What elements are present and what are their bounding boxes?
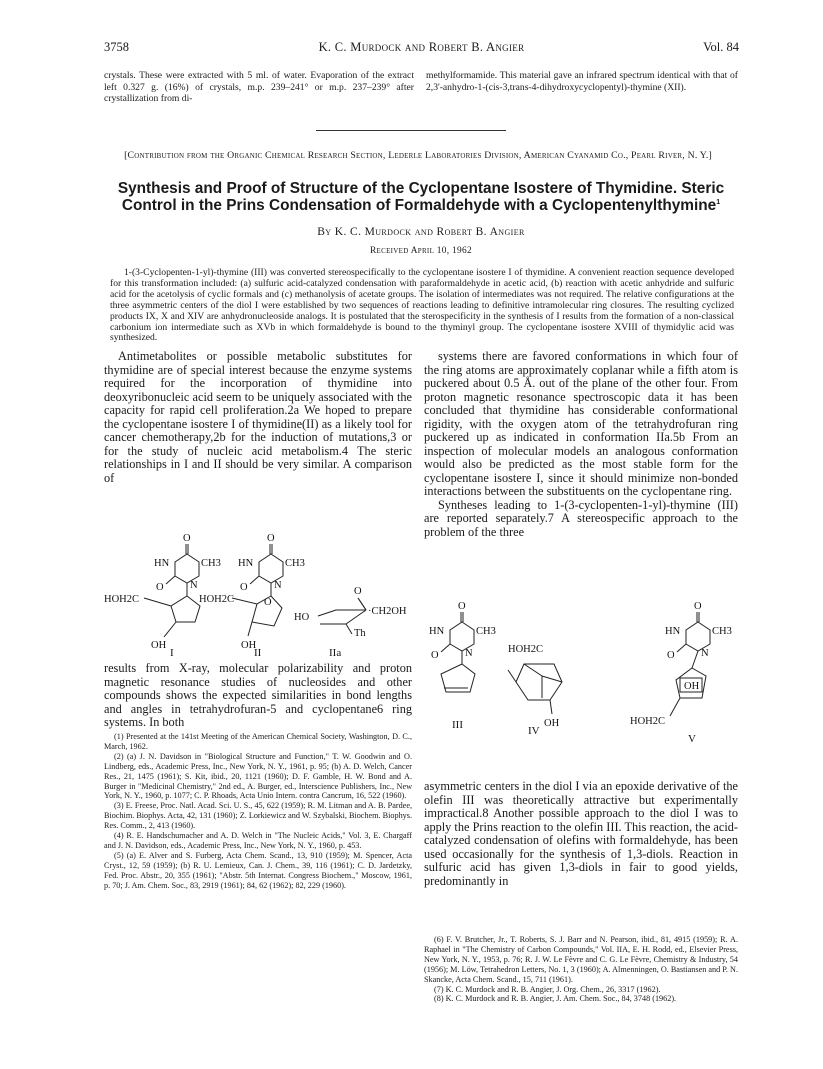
running-header (104, 40, 739, 60)
atom-n-iii: N (465, 648, 473, 659)
atom-o-iii: O (458, 601, 466, 612)
byline: By K. C. Murdock and Robert B. Angier (317, 226, 525, 238)
atom-oh-i: OH (151, 640, 167, 651)
footnote: (4) R. E. Handschumacher and A. D. Welch in "The Nucleic Acids," Vol. 3, E. Chargaff and J. N. Davidson, eds., Academic Press, Inc., New York, N. Y., 1960, p. 453. (104, 831, 412, 850)
atom-o-i: O (183, 533, 191, 544)
compound-label-iii: III (452, 719, 463, 731)
footnote: (1) Presented at the 141st Meeting of the American Chemical Society, Washington, D. C., March, 1962. (104, 732, 412, 751)
atom-hoh2c-ii: HOH2C (199, 594, 235, 605)
right-column-paragraph: systems there are favored conformations in which four of the ring atoms are approximately coplanar while a fifth atom is puckered about 0.5 Å. out of the plane of the other four. From proton magnetic resonance spectroscopic data it has been concluded that thymidine has considerable conformational rigidity, with the oxygen atom of the tetrahydrofuran ring puckered up as indicated in conformation IIa.5b From an inspection of molecular models an analogous conformation would also be predicted as the most stable form for the cyclopentane isostere I, since it should minimize non-bonded interactions between the substituents on the cyclopentane ring. (424, 349, 738, 498)
atom-hn-ii: HN (238, 558, 254, 569)
atom-o-ii: O (267, 533, 275, 544)
atom-ch3-i: CH3 (201, 558, 221, 569)
article-title-text: Synthesis and Proof of Structure of the Cyclopentane Isostere of Thymidine. Steric Control in the Prins Condensation of Formaldehyde with a Cyclopentenylthymine (117, 180, 725, 214)
left-column-intro: Antimetabolites or possible metabolic substitutes for thymidine are of special interest because the enzyme systems required for the incorporation of thymidine into deoxyribonucleic acid seem to be uniquely associated with the capacity for rapid cell proliferation.2a We hoped to prepare the cyclopentane isostere I of thymidine(II) as a likely tool for cancer chemotherapy,2b for the induction of mutations,3 or for the study of nucleic acid metabolism.4 The steric relationships in I and II should be very similar. A comparison of (104, 349, 412, 485)
atom-hn-i: HN (154, 558, 170, 569)
footnote: (5) (a) E. Alver and S. Furberg, Acta Chem. Scand., 13, 910 (1959); M. Spencer, Acta Cryst., 12, 59 (1959); (b) R. U. Lemieux, Can. J. Chem., 39, 116 (1961); C. D. Jardetzky, Fed. Proc. Abstr., 20, 355 (1961); "Abstr. 5th Internat. Congress Biochem.," Moscow, 1961, p. 70; J. Am. Chem. Soc., 83, 2919 (1961); 84, 62 (1962); 82, 229 (1960). (104, 850, 412, 890)
atom-hn-v: HN (665, 626, 681, 637)
contribution-line: [Contribution from the Organic Chemical Research Section, Lederle Laboratories Division, American Cyanamid Co., Pearl River, N. Y.] (124, 150, 712, 161)
atom-ho-iia: HO (294, 612, 310, 623)
atom-n-i: N (190, 580, 198, 591)
atom-ch3-v: CH3 (712, 626, 732, 637)
compound-label-v: V (688, 733, 696, 745)
carryover-text-right: methylformamide. This material gave an infrared spectrum identical with that of 2,3'-anhydro-1-(cis-3,trans-4-dihydroxycyclopentyl)-thymine (XII). (426, 70, 738, 93)
footnotes-left (104, 732, 412, 891)
atom-hn-iii: HN (429, 626, 445, 637)
structure-drawing-i-ii-iia (104, 532, 412, 658)
atom-o2-i: O (156, 582, 164, 593)
atom-oh-v: OH (684, 681, 700, 692)
volume-number: Vol. 84 (703, 40, 739, 54)
footnotes-right (424, 935, 738, 1004)
atom-oh-iv: OH (544, 718, 560, 729)
structure-drawing-iii-iv-v (424, 600, 738, 770)
atom-n-ii: N (274, 580, 282, 591)
atom-ring-o-ii: O (264, 597, 272, 608)
section-divider (316, 130, 506, 131)
structure-diagram-right (424, 600, 738, 770)
atom-hoh2c-v: HOH2C (630, 716, 666, 727)
running-header-authors: K. C. Murdock and Robert B. Angier (318, 40, 525, 54)
atom-o2-ii: O (240, 582, 248, 593)
footnote: (3) E. Freese, Proc. Natl. Acad. Sci. U. S., 45, 622 (1959); R. M. Litman and A. B. Pardee, Biochim. Biophys. Acta, 42, 131 (1960); Z. Lorkiewicz and W. Szybalski, Biochem. Biophys. Res. Comm., 2, 413 (1960). (104, 801, 412, 831)
atom-ch2oh-iia: ·CH2OH (368, 606, 407, 617)
article-title (106, 180, 736, 214)
abstract: 1-(3-Cyclopenten-1-yl)-thymine (III) was converted stereospecifically to the cyclopentane isostere I of thymidine. A convenient reaction sequence developed for this transformation included: (a) sulfuric acid-catalyzed condensation with paraformaldehyde in acetic acid, (b) reaction with acetic anhydride and sulfuric acid for the acetolysis of cyclic formals and (c) methanolysis of acetate groups. The isolation of intermediates was not required. The relative configurations at the three asymmetric centers of the diol I were established by two sequences of reactions leading to definitive intramolecular ring closures. The resulting cyclized products IX, X and XIV are anhydronucleoside analogs. It is postulated that the sterospecificity in the synthesis of I results from the formation of a non-classical carbonium ion intermediate such as XVb in which formaldehyde is bound to the thyminyl group. The cyclopentane isostere XVIII of thymidylic acid was synthesized. (110, 267, 734, 344)
compound-label-ii: II (254, 647, 262, 659)
atom-o2-iii: O (431, 650, 439, 661)
atom-oh-ii: OH (241, 640, 257, 651)
atom-hoh2c-iv: HOH2C (508, 644, 544, 655)
compound-label-i: I (170, 647, 174, 659)
structure-diagram-left (104, 532, 412, 658)
footnote: (6) F. V. Brutcher, Jr., T. Roberts, S. J. Barr and N. Pearson, ibid., 81, 4915 (1959); R. A. Raphael in "The Chemistry of Carbon Compounds," Vol. IIA, E. H. Rodd, ed., Elsevier Press, New York, N. Y., 1953, p. 76; R. J. W. Le Fèvre and C. G. Le Fèvre, Chemistry & Industry, 54 (1956); M. Löw, Tetrahedron Letters, No. 1, 3 (1960); A. Almenningen, O. Bastiansen and P. N. Skancke, Acta Chem. Scand., 15, 711 (1961). (424, 935, 738, 984)
atom-hoh2c-i: HOH2C (104, 594, 140, 605)
compound-label-iia: IIa (329, 647, 342, 659)
right-column-intro (424, 350, 738, 539)
atom-o-iia: O (354, 586, 362, 597)
atom-n-v: N (701, 648, 709, 659)
title-footnote-marker: 1 (716, 198, 721, 206)
left-column-continuation: results from X-ray, molecular polarizability and proton magnetic resonance studies of nucleosides and other compounds shows the expected similarities in bond lengths and angles in tetrahydrofuran-5 and cyclopentane6 ring systems. In both (104, 661, 412, 729)
footnote: (8) K. C. Murdock and R. B. Angier, J. Am. Chem. Soc., 84, 3748 (1962). (434, 994, 677, 1004)
atom-ch3-iii: CH3 (476, 626, 496, 637)
page-number: 3758 (104, 40, 129, 54)
footnote: (2) (a) J. N. Davidson in "Biological Structure and Function," T. W. Goodwin and O. Lindberg, eds., Academic Press, Inc., New York, N. Y., 1961, p. 95; (b) A. D. Welch, Cancer Res., 21, 1475 (1961); S. Kit, ibid., 20, 1121 (1960); D. F. Gamble, H. W. Bond and A. Burger in "Medicinal Chemistry," 2nd ed., A. Burger, ed., Interscience Publishers, Inc., New York, N. Y., 1960, p. 1077; C. P. Rhoads, Acta Unio Intern. contra Cancrum, 16, 522 (1960). (104, 751, 412, 801)
footnote: (7) K. C. Murdock and R. B. Angier, J. Org. Chem., 26, 3317 (1962). (434, 984, 661, 994)
compound-label-iv: IV (528, 725, 540, 737)
atom-th-iia: Th (354, 628, 366, 639)
atom-o2-v: O (667, 650, 675, 661)
carryover-text-left: crystals. These were extracted with 5 ml. of water. Evaporation of the extract left 0.327 g. (16%) of crystals, m.p. 239–241° or m.p. 237–239° after crystallization from di- (104, 70, 414, 105)
right-column-syntheses: Syntheses leading to 1-(3-cyclopenten-1-yl)-thymine (III) are reported separately.7 A stereospecific approach to the problem of the three (424, 497, 738, 539)
atom-ch3-ii: CH3 (285, 558, 305, 569)
atom-o-v: O (694, 601, 702, 612)
right-column-continuation: asymmetric centers in the diol I via an epoxide derivative of the olefin III was theoretically attractive but experimentally impractical.8 Another possible approach to the diol I was to apply the Prins reaction to the olefin III. This reaction, the acid-catalyzed condensation of olefins with formaldehyde, has been used occasionally for the synthesis of 1,3-diols. Reaction in sulfuric acid has given 1,3-diols in fair to good yields, predominantly in (424, 779, 738, 888)
received-date: Received April 10, 1962 (369, 246, 472, 256)
